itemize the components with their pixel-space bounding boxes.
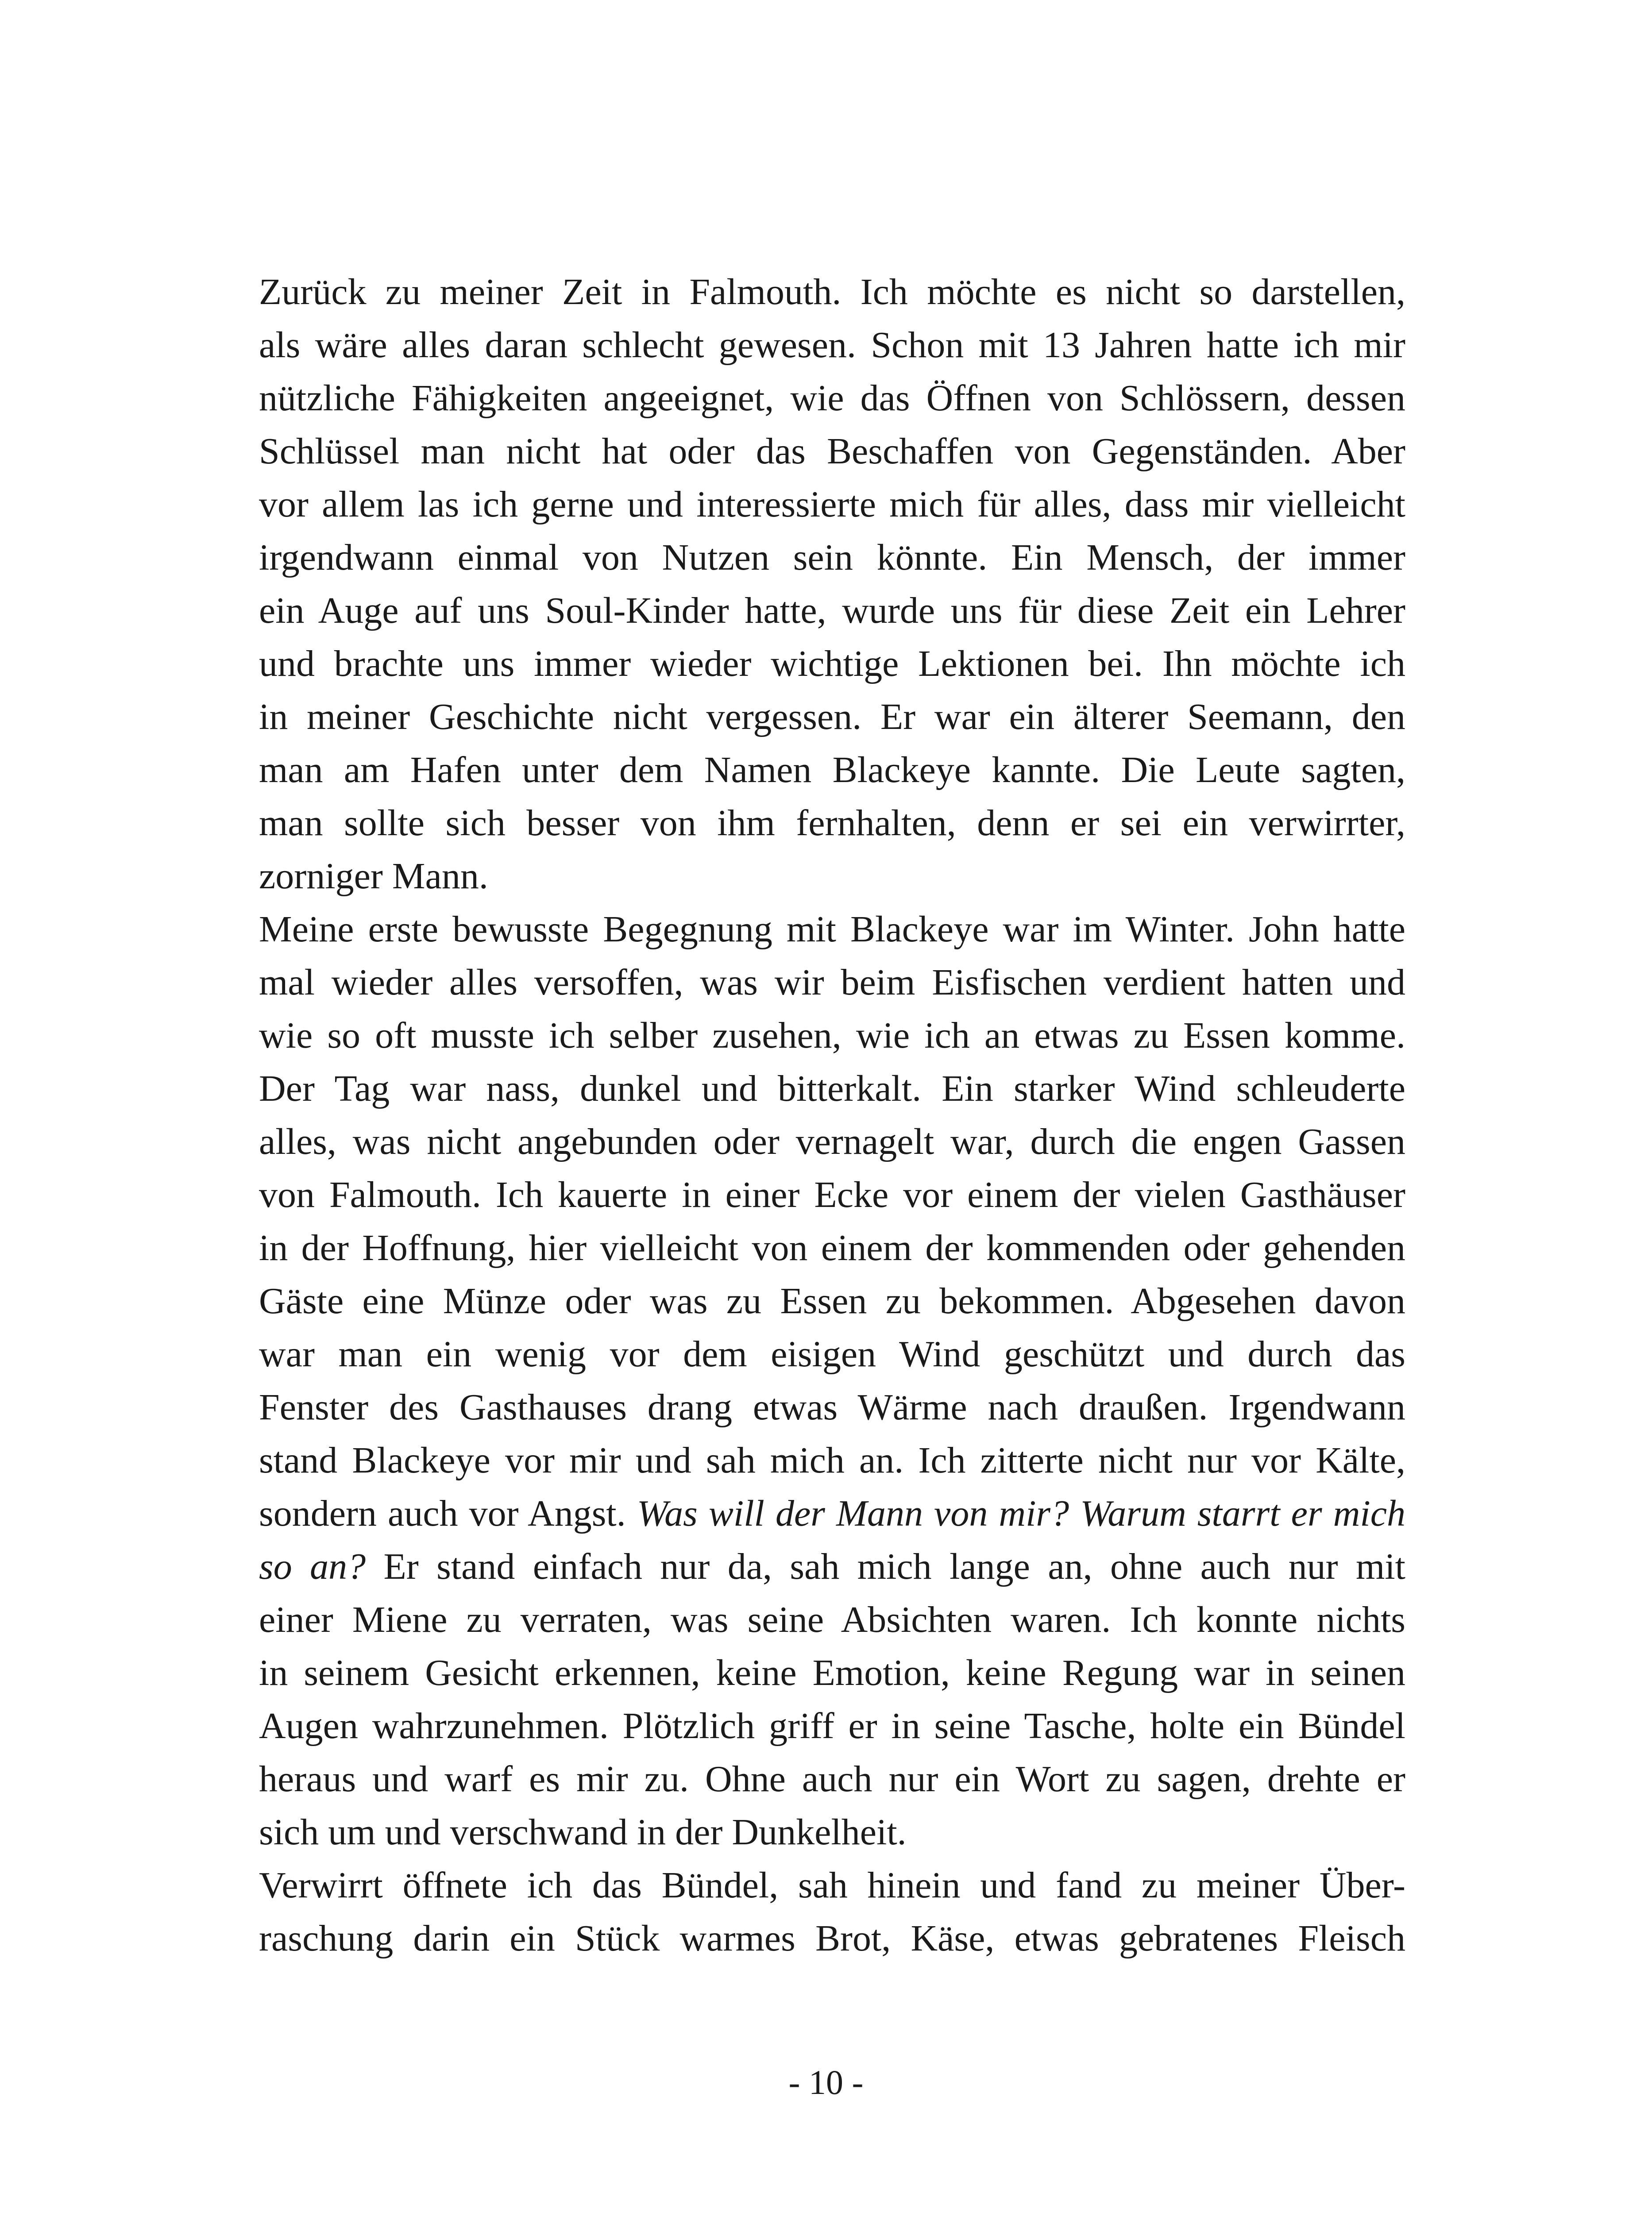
text-line: und brachte uns immer wieder wichtige Lektionen bei. Ihn möchte ich [259, 643, 1405, 684]
text-line: Der Tag war nass, dunkel und bitterkalt. Ein starker Wind schleuderte [259, 1068, 1405, 1109]
text-line: sich um und verschwand in der Dunkelheit. [259, 1812, 907, 1853]
text-line: von Falmouth. Ich kauerte in einer Ecke vor einem der vielen Gasthäuser [259, 1174, 1405, 1215]
text-line: man am Hafen unter dem Namen Blackeye kannte. Die Leute sagten, [259, 749, 1405, 790]
text-line: als wäre alles daran schlecht gewesen. Schon mit 13 Jahren hatte ich mir [259, 324, 1405, 366]
text-line: war man ein wenig vor dem eisigen Wind geschützt und durch das [259, 1334, 1405, 1375]
text-line: raschung darin ein Stück warmes Brot, Käse, etwas gebratenes Fleisch [259, 1918, 1405, 1959]
text-line: Meine erste bewusste Begegnung mit Blackeye war im Winter. John hatte [259, 909, 1405, 950]
text-line: Schlüssel man nicht hat oder das Beschaffen von Gegenständen. Aber [259, 431, 1405, 472]
page-number: - 10 - [788, 2063, 864, 2101]
text-plain: Er stand einfach nur da, sah mich lange an, ohne auch nur mit [366, 1546, 1405, 1587]
text-italic-thought: so an? [259, 1546, 366, 1587]
text-line-mixed-1 [259, 1487, 1405, 1540]
paragraph-lines [259, 266, 1405, 1487]
text-line: Verwirrt öffnete ich das Bündel, sah hinein und fand zu meiner Über- [259, 1865, 1405, 1906]
text-line: heraus und warf es mir zu. Ohne auch nur ein Wort zu sagen, drehte er [259, 1758, 1405, 1800]
text-line: ein Auge auf uns Soul-Kinder hatte, wurde uns für diese Zeit ein Lehrer [259, 590, 1405, 631]
text-line: in meiner Geschichte nicht vergessen. Er war ein älterer Seemann, den [259, 696, 1405, 737]
text-plain: sondern auch vor Angst. [259, 1493, 637, 1534]
text-line: in seinem Gesicht erkennen, keine Emotion, keine Regung war in seinen [259, 1652, 1405, 1693]
body-text [259, 266, 1405, 1965]
text-line: Gäste eine Münze oder was zu Essen zu bekommen. Abgesehen davon [259, 1280, 1405, 1322]
text-line: einer Miene zu verraten, was seine Absichten waren. Ich konnte nichts [259, 1599, 1405, 1640]
text-line: alles, was nicht angebunden oder vernagelt war, durch die engen Gassen [259, 1121, 1405, 1162]
text-line: vor allem las ich gerne und interessierte mich für alles, dass mir vielleicht [259, 484, 1405, 525]
text-italic-thought: Was will der Mann von mir? Warum starrt er mich [637, 1493, 1405, 1534]
text-line: Fenster des Gasthauses drang etwas Wärme nach draußen. Irgendwann [259, 1387, 1405, 1428]
text-line: in der Hoffnung, hier vielleicht von einem der kommenden oder gehenden [259, 1227, 1405, 1268]
text-line: mal wieder alles versoffen, was wir beim Eisfischen verdient hatten und [259, 962, 1405, 1003]
text-line: irgendwann einmal von Nutzen sein könnte. Ein Mensch, der immer [259, 537, 1405, 578]
text-line: nützliche Fähigkeiten angeeignet, wie das Öffnen von Schlössern, dessen [259, 378, 1405, 419]
text-line: stand Blackeye vor mir und sah mich an. Ich zitterte nicht nur vor Kälte, [259, 1440, 1405, 1481]
text-line: Zurück zu meiner Zeit in Falmouth. Ich möchte es nicht so darstellen, [259, 271, 1405, 312]
text-line: zorniger Mann. [259, 856, 488, 897]
paragraph-lines [259, 1593, 1405, 1965]
text-line: wie so oft musste ich selber zusehen, wie ich an etwas zu Essen komme. [259, 1015, 1405, 1056]
text-line-mixed-2 [259, 1540, 1405, 1593]
text-line: Augen wahrzunehmen. Plötzlich griff er in seine Tasche, holte ein Bündel [259, 1705, 1405, 1746]
text-line: man sollte sich besser von ihm fernhalten, denn er sei ein verwirrter, [259, 802, 1405, 844]
